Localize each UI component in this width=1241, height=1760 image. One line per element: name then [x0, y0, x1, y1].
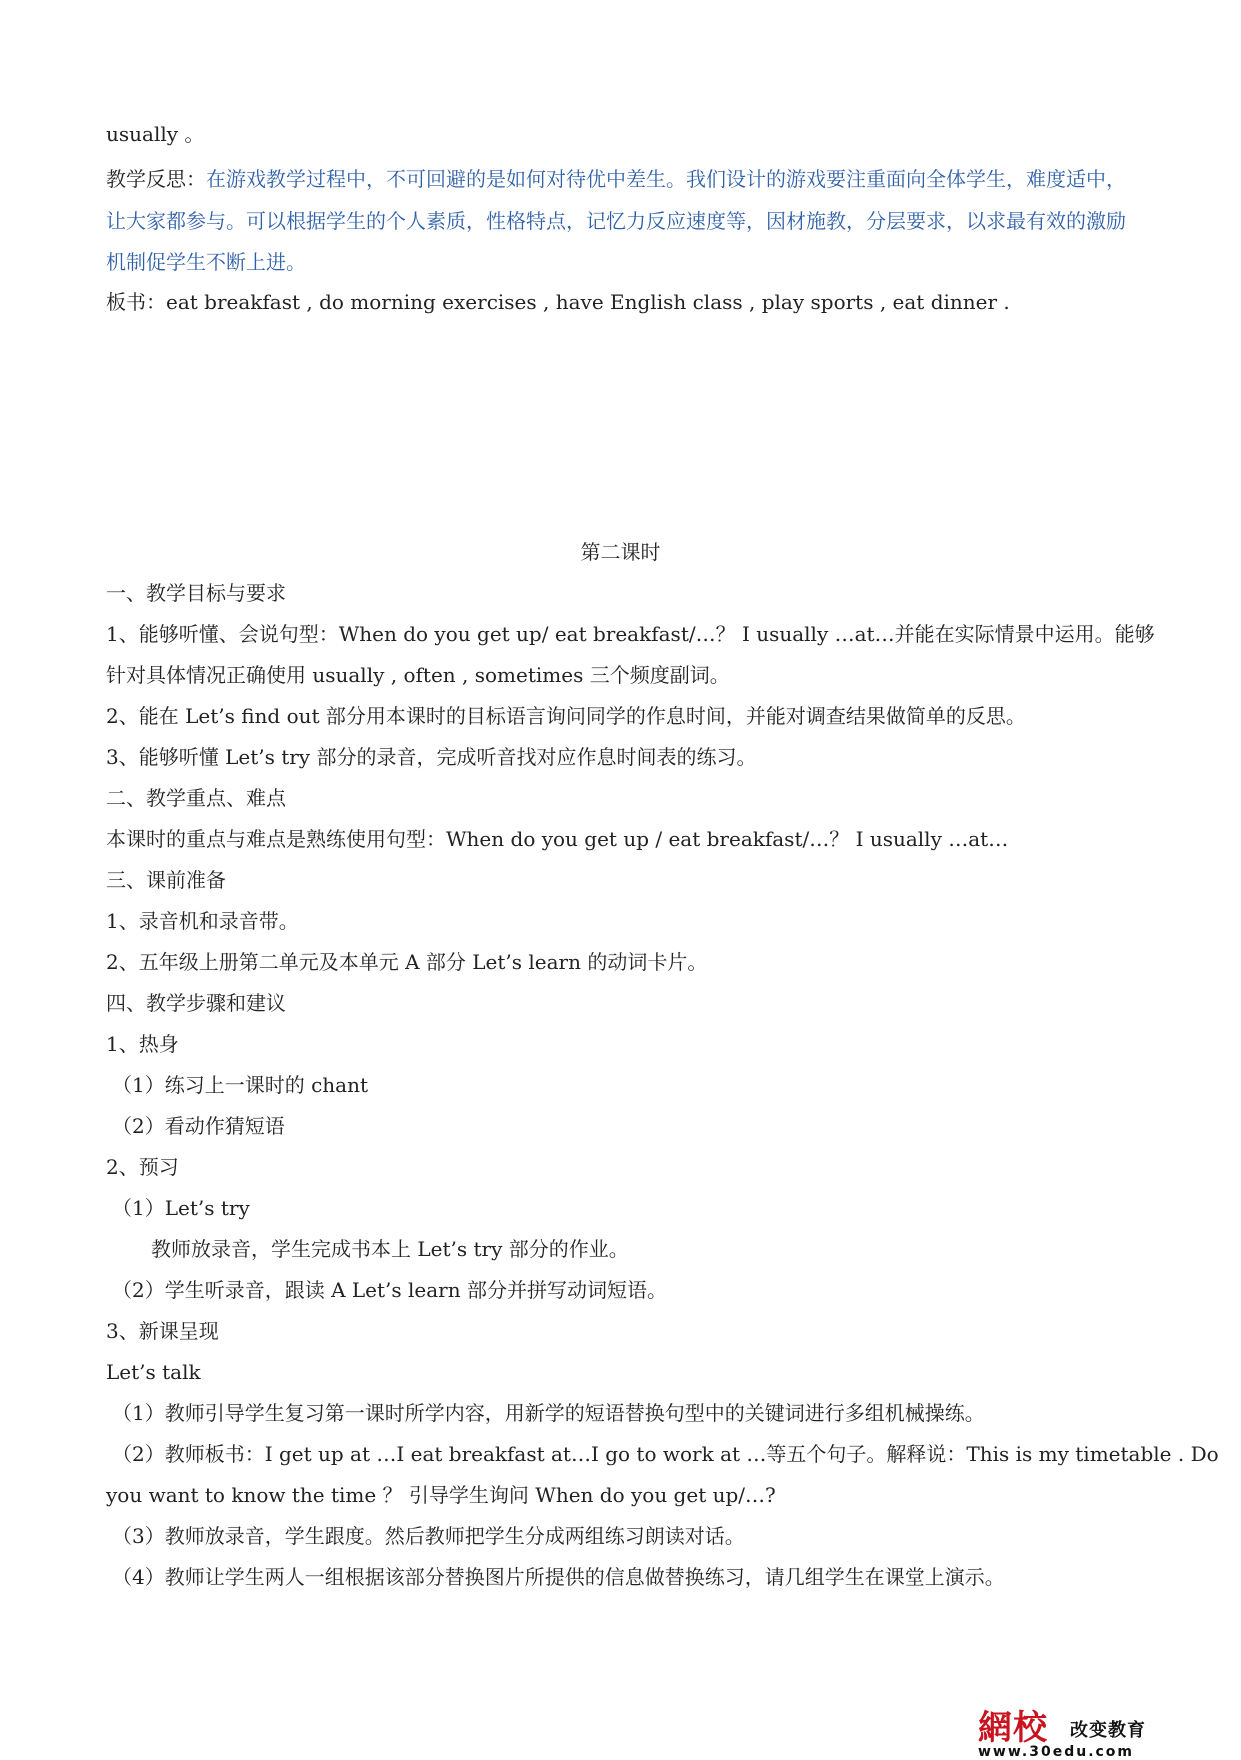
- step-warmup: 1、热身: [106, 1032, 179, 1056]
- step-preview-2: （2）学生听录音，跟读 A Let’s learn 部分并拼写动词短语。: [112, 1278, 667, 1302]
- site-logo: [978, 1700, 1168, 1760]
- objective-2: 2、能在 Let’s find out 部分用本课时的目标语言询问同学的作息时间，并能对调查结果做简单的反思。: [106, 704, 1026, 728]
- step-preview-1: （1）Let’s try: [112, 1196, 250, 1220]
- section-title: 第二课时: [580, 540, 661, 564]
- talk-step-1: （1）教师引导学生复习第一课时所学内容，用新学的短语替换句型中的关键词进行多组机械操练。: [112, 1401, 985, 1425]
- talk-step-4: （4）教师让学生两人一组根据该部分替换图片所提供的信息做替换练习，请几组学生在课堂上演示。: [112, 1565, 1005, 1589]
- teaching-reflection: [106, 159, 1136, 284]
- objective-1: 1、能够听懂、会说句型：When do you get up/ eat breakfast/…？ I usually …at…并能在实际情景中运用。能够: [106, 622, 1155, 646]
- step-warmup-2: （2）看动作猜短语: [112, 1114, 285, 1138]
- preparation-2: 2、五年级上册第二单元及本单元 A 部分 Let’s learn 的动词卡片。: [106, 950, 708, 974]
- board-writing: 板书：eat breakfast , do morning exercises , have English class , play sports , eat dinner .: [106, 290, 1010, 314]
- objective-1-cont: 针对具体情况正确使用 usually , often , sometimes 三个频度副词。: [106, 663, 730, 687]
- step-new-lesson: 3、新课呈现: [106, 1319, 219, 1343]
- logo-slogan: 改变教育: [1070, 1720, 1146, 1741]
- preparation-heading: 三、课前准备: [106, 868, 226, 892]
- steps-heading: 四、教学步骤和建议: [106, 991, 286, 1015]
- objectives-heading: 一、教学目标与要求: [106, 581, 286, 605]
- key-points-heading: 二、教学重点、难点: [106, 786, 286, 810]
- reflection-text: 在游戏教学过程中，不可回避的是如何对待优中差生。我们设计的游戏要注重面向全体学生，难度适中，让大家都参与。可以根据学生的个人素质，性格特点，记忆力反应速度等，因材施教，分层要求，以求最有效的激励机制促学生不断上进。: [106, 167, 1126, 274]
- preparation-1: 1、录音机和录音带。: [106, 909, 299, 933]
- logo-url: www.30edu.com: [978, 1744, 1135, 1760]
- talk-step-2-cont: you want to know the time ？ 引导学生询问 When do you get up/…?: [106, 1483, 776, 1507]
- lets-talk-heading: Let’s talk: [106, 1360, 201, 1384]
- step-preview-1-detail: 教师放录音，学生完成书本上 Let’s try 部分的作业。: [151, 1237, 629, 1261]
- usually-line: usually 。: [106, 122, 205, 146]
- step-preview: 2、预习: [106, 1155, 179, 1179]
- objective-3: 3、能够听懂 Let’s try 部分的录音，完成听音找对应作息时间表的练习。: [106, 745, 757, 769]
- key-points-text: 本课时的重点与难点是熟练使用句型：When do you get up / eat breakfast/…？ I usually …at…: [106, 827, 1009, 851]
- logo-main-text: 網校: [978, 1708, 1048, 1748]
- talk-step-2: （2）教师板书：I get up at …I eat breakfast at…I go to work at …等五个句子。解释说：This is my timetable . Do: [112, 1442, 1219, 1466]
- step-warmup-1: （1）练习上一课时的 chant: [112, 1073, 369, 1097]
- talk-step-3: （3）教师放录音，学生跟度。然后教师把学生分成两组练习朗读对话。: [112, 1524, 745, 1548]
- reflection-label: 教学反思：: [106, 167, 206, 191]
